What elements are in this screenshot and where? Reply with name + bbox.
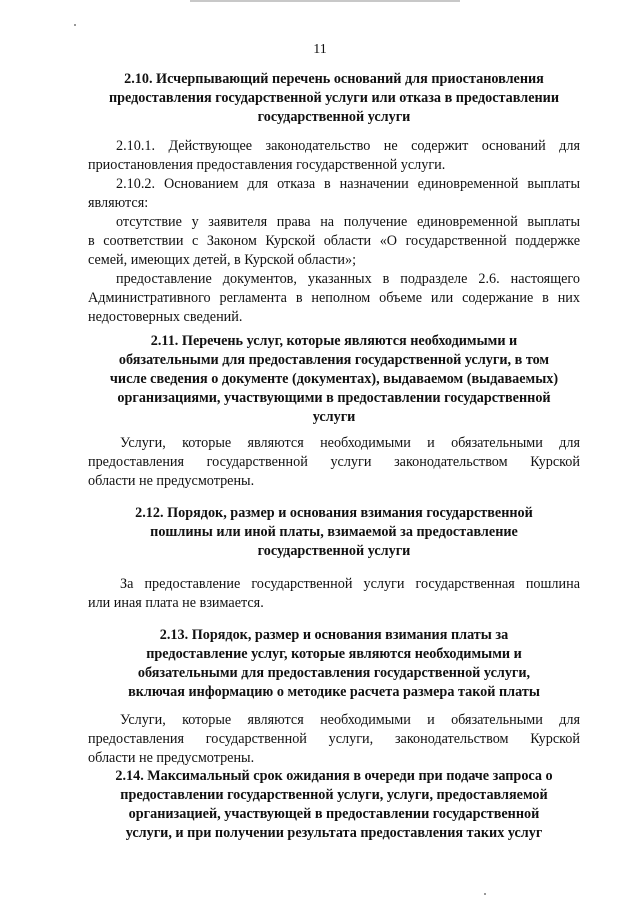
section-2-12-heading bbox=[88, 504, 580, 561]
heading-line: пошлины или иной платы, взимаемой за предоставление bbox=[150, 524, 518, 540]
text-line: предоставления государственной услуги, законодательством Курской bbox=[88, 731, 580, 747]
heading-line: включая информацию о методике расчета размера такой платы bbox=[128, 684, 540, 700]
text-line: предоставление документов, указанных в подразделе 2.6. настоящего bbox=[116, 271, 580, 287]
text-line: или иная плата не взимается. bbox=[88, 595, 264, 611]
section-2-13-heading bbox=[88, 626, 580, 702]
paragraph-no-right bbox=[88, 213, 580, 270]
heading-line: 2.12. Порядок, размер и основания взимания государственной bbox=[135, 505, 533, 521]
scan-speck bbox=[74, 24, 76, 26]
heading-line: обязательными для предоставления государственной услуги, в том bbox=[118, 352, 550, 368]
text-line: отсутствие у заявителя права на получение единовременной выплаты bbox=[116, 214, 580, 230]
page-number: 11 bbox=[313, 42, 327, 57]
text-line: 2.10.1. Действующее законодательство не содержит оснований для bbox=[116, 138, 580, 154]
section-2-14-heading bbox=[88, 767, 580, 843]
paragraph-2-10-2 bbox=[88, 175, 580, 213]
heading-line: 2.13. Порядок, размер и основания взимания платы за bbox=[159, 627, 509, 643]
text-line: приостановления предоставления государственной услуги. bbox=[88, 157, 446, 173]
text-line: За предоставление государственной услуги государственная пошлина bbox=[120, 576, 580, 592]
heading-line: 2.11. Перечень услуг, которые являются необходимыми и bbox=[150, 333, 518, 349]
heading-line: организацией, участвующей в предоставлении государственной bbox=[128, 806, 540, 822]
heading-line: обязательными для предоставления государственной услуги, bbox=[137, 665, 531, 681]
text-line: Услуги, которые являются необходимыми и обязательными для bbox=[120, 712, 580, 728]
text-line: недостоверных сведений. bbox=[88, 309, 243, 325]
paragraph-2-10-1 bbox=[88, 137, 580, 175]
heading-line: предоставления государственной услуги или отказа в предоставлении bbox=[108, 90, 560, 106]
paragraph-2-11 bbox=[88, 434, 580, 491]
text-line: 2.10.2. Основанием для отказа в назначении единовременной выплаты bbox=[116, 176, 580, 192]
heading-line: государственной услуги bbox=[257, 543, 411, 559]
section-2-11-heading bbox=[88, 332, 580, 427]
heading-line: предоставлении государственной услуги, услуги, предоставляемой bbox=[120, 787, 548, 803]
heading-line: услуги bbox=[312, 409, 356, 425]
heading-line: организациями, участвующими в предоставлении государственной bbox=[117, 390, 551, 406]
text-line: являются: bbox=[88, 195, 149, 211]
text-line: в соответствии с Законом Курской области «О государственной поддержке bbox=[88, 233, 580, 249]
text-line: предоставления государственной услуги законодательством Курской bbox=[88, 454, 580, 470]
paragraph-2-12 bbox=[88, 575, 580, 613]
text-line: Услуги, которые являются необходимыми и обязательными для bbox=[120, 435, 580, 451]
heading-line: предоставление услуг, которые являются необходимыми и bbox=[146, 646, 522, 662]
scan-top-edge bbox=[190, 0, 460, 2]
text-line: семей, имеющих детей, в Курской области»; bbox=[88, 252, 357, 268]
section-2-10-heading bbox=[88, 70, 580, 127]
heading-line: 2.10. Исчерпывающий перечень оснований для приостановления bbox=[124, 71, 544, 87]
text-line: Административного регламента в неполном объеме или содержание в них bbox=[88, 290, 580, 306]
text-line: области не предусмотрены. bbox=[88, 473, 255, 489]
paragraph-2-13 bbox=[88, 711, 580, 768]
heading-line: числе сведения о документе (документах), выдаваемом (выдаваемых) bbox=[109, 371, 559, 387]
scan-speck bbox=[484, 893, 486, 895]
heading-line: услуги, и при получении результата предоставления таких услуг bbox=[125, 825, 543, 841]
text-line: области не предусмотрены. bbox=[88, 750, 255, 766]
heading-line: государственной услуги bbox=[257, 109, 411, 125]
heading-line: 2.14. Максимальный срок ожидания в очереди при подаче запроса о bbox=[115, 768, 553, 784]
paragraph-incomplete-docs bbox=[88, 270, 580, 327]
